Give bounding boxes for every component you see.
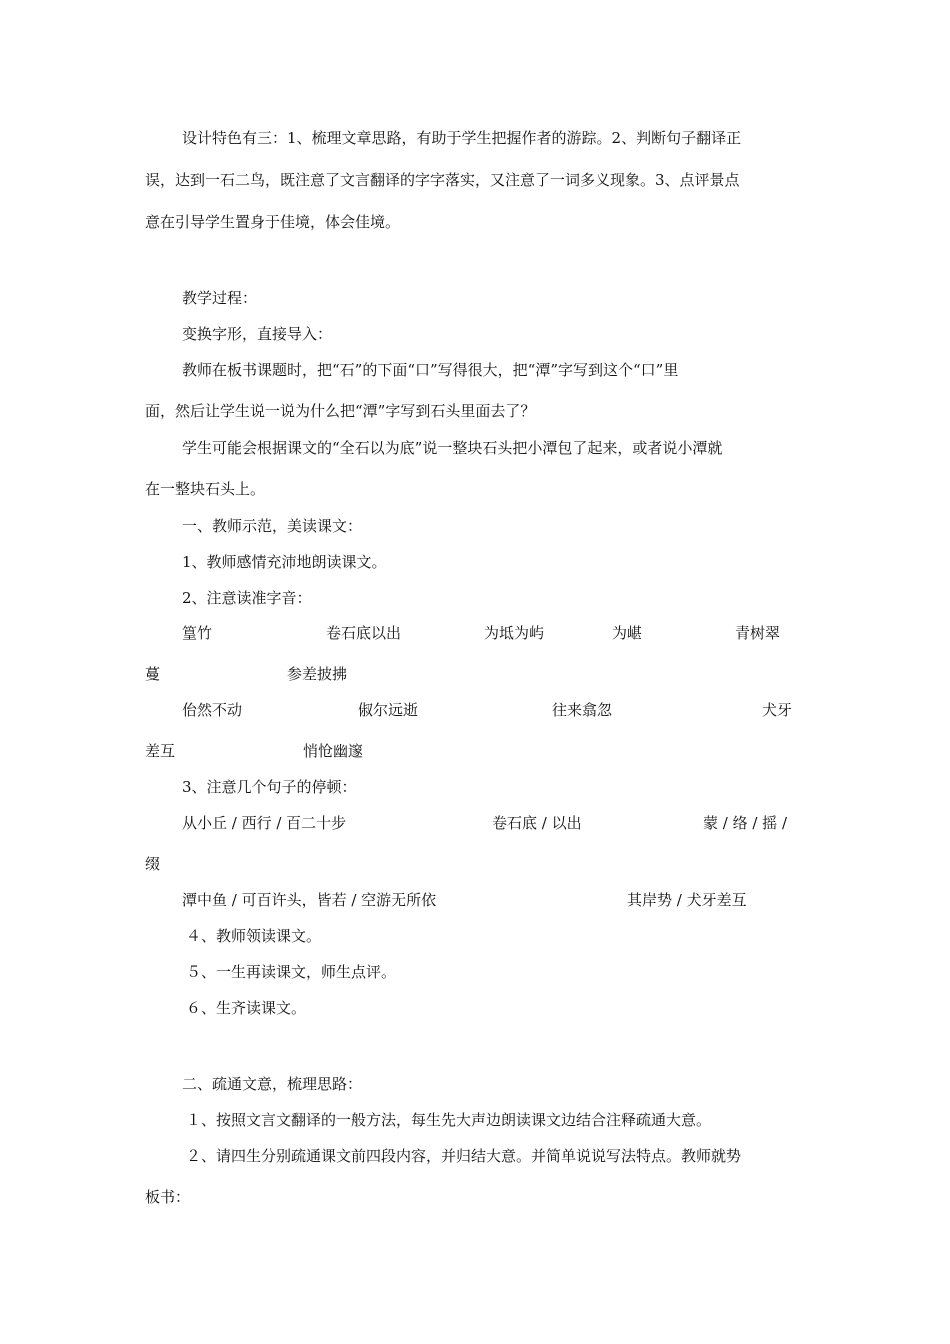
pron-word: 卷石底以出 (326, 624, 402, 642)
section1-item-2: 2、注意读准字音： (182, 589, 312, 607)
section1-item-4: ４、教师领读课文。 (186, 927, 322, 945)
section2-item-2-line-1: ２、请四生分别疏通课文前四段内容，并归结大意。并简单说说写法特点。教师就势 (186, 1147, 742, 1165)
pause-sentence: 卷石底 / 以出 (492, 814, 582, 832)
intro-line-3: 意在引导学生置身于佳境，体会佳境。 (145, 213, 401, 231)
pron-word: 青树翠 (735, 624, 781, 642)
pron-word: 参差披拂 (287, 665, 348, 683)
pause-sentence: 从小丘 / 西行 / 百二十步 (182, 814, 347, 832)
pron-word: 俶尔远逝 (358, 701, 419, 719)
process-title: 教学过程： (182, 289, 258, 307)
section1-heading: 一、教师示范，美读课文： (182, 517, 363, 535)
pause-sentence: 其岸势 / 犬牙差互 (627, 891, 747, 909)
section1-item-3: 3、注意几个句子的停顿： (182, 778, 357, 796)
pause-sentence: 潭中鱼 / 可百许头，皆若 / 空游无所依 (182, 891, 437, 909)
pron-word: 篁竹 (182, 624, 213, 642)
section2-heading: 二、疏通文意，梳理思路： (182, 1075, 363, 1093)
process-p2-line-1: 学生可能会根据课文的“全石以为底”说一整块石头把小潭包了起来，或者说小潭就 (182, 439, 723, 457)
pron-word-wrap: 差互 (145, 742, 176, 760)
section2-item-1: １、按照文言文翻译的一般方法，每生先大声边朗读课文边结合注释疏通大意。 (186, 1111, 712, 1129)
section2-item-2-line-2: 板书： (145, 1188, 191, 1206)
pron-word: 犬牙 (762, 701, 793, 719)
section1-item-1: 1、教师感情充沛地朗读课文。 (182, 553, 387, 571)
pron-word: 往来翕忽 (552, 701, 613, 719)
process-subtitle: 变换字形，直接导入： (182, 325, 333, 343)
process-p1-line-1: 教师在板书课题时，把“石”的下面“口”写得很大，把“潭”字写到这个“口”里 (182, 361, 679, 379)
section1-item-5: ５、一生再读课文，师生点评。 (186, 963, 397, 981)
intro-line-2: 误，达到一石二鸟，既注意了文言翻译的字字落实，又注意了一词多义现象。3、点评景点 (145, 171, 740, 189)
process-p2-line-2: 在一整块石头上。 (145, 480, 266, 498)
pause-sentence: 蒙 / 络 / 摇 / (703, 814, 788, 832)
pause-sentence-wrap: 缀 (145, 855, 161, 873)
pron-word: 为嵁 (612, 624, 643, 642)
section1-item-6: ６、生齐读课文。 (186, 999, 307, 1017)
pron-word: 佁然不动 (182, 701, 243, 719)
intro-line-1: 设计特色有三：1、梳理文章思路，有助于学生把握作者的游踪。2、判断句子翻译正 (182, 129, 742, 147)
pron-word: 悄怆幽邃 (303, 742, 364, 760)
process-p1-line-2: 面，然后让学生说一说为什么把“潭”字写到石头里面去了？ (145, 402, 536, 420)
pron-word: 为坻为屿 (484, 624, 545, 642)
pron-word-wrap: 蔓 (145, 665, 161, 683)
